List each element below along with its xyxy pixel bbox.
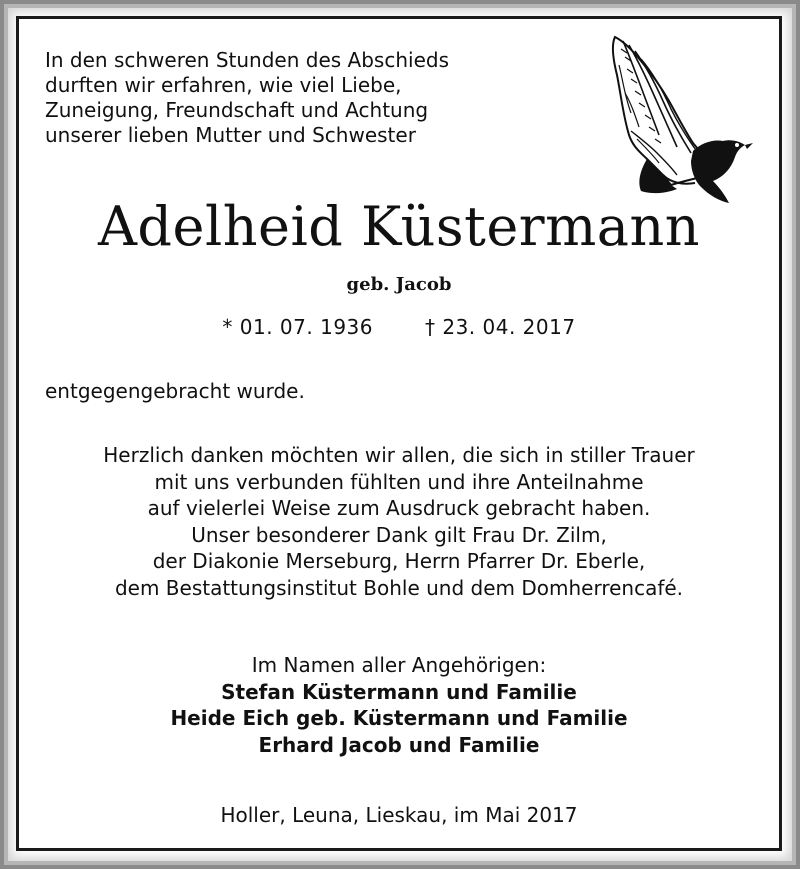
family-signature xyxy=(19,652,779,758)
thanks-line: Herzlich danken möchten wir allen, die sich in stiller Trauer xyxy=(103,443,695,467)
thanks-line: auf vielerlei Weise zum Ausdruck gebracht haben. xyxy=(147,496,651,520)
praying-hands-icon xyxy=(601,35,761,205)
thanks-line: dem Bestattungsinstitut Bohle und dem Domherrencafé. xyxy=(114,575,684,600)
intro-line: Zuneigung, Freundschaft und Achtung xyxy=(45,98,429,122)
intro-line: durften wir erfahren, wie viel Liebe, xyxy=(45,73,402,97)
death-date: † 23. 04. 2017 xyxy=(425,315,576,339)
deceased-name: Adelheid Küstermann xyxy=(97,195,701,258)
thanks-line: mit uns verbunden fühlten und ihre Anteilnahme xyxy=(154,469,644,494)
intro-line: In den schweren Stunden des Abschieds xyxy=(45,48,449,72)
family-member: Heide Eich geb. Küstermann und Familie xyxy=(170,706,628,730)
intro-continuation: entgegengebracht wurde. xyxy=(45,379,305,403)
place-date: Holler, Leuna, Lieskau, im Mai 2017 xyxy=(220,803,578,827)
thanks-line: der Diakonie Merseburg, Herrn Pfarrer Dr. Eberle, xyxy=(152,549,646,573)
birth-date: * 01. 07. 1936 xyxy=(222,315,373,339)
intro-line: unserer lieben Mutter und Schwester xyxy=(45,123,416,147)
life-dates xyxy=(19,313,779,341)
thanks-line: Unser besonderer Dank gilt Frau Dr. Zilm, xyxy=(191,522,607,547)
family-member: Erhard Jacob und Familie xyxy=(258,732,540,757)
maiden-name: geb. Jacob xyxy=(346,274,452,295)
family-intro: Im Namen aller Angehörigen: xyxy=(251,653,547,677)
family-member: Stefan Küstermann und Familie xyxy=(221,679,577,704)
obituary-card xyxy=(16,16,782,851)
intro-text xyxy=(45,48,515,148)
thanks-paragraph xyxy=(19,442,779,601)
